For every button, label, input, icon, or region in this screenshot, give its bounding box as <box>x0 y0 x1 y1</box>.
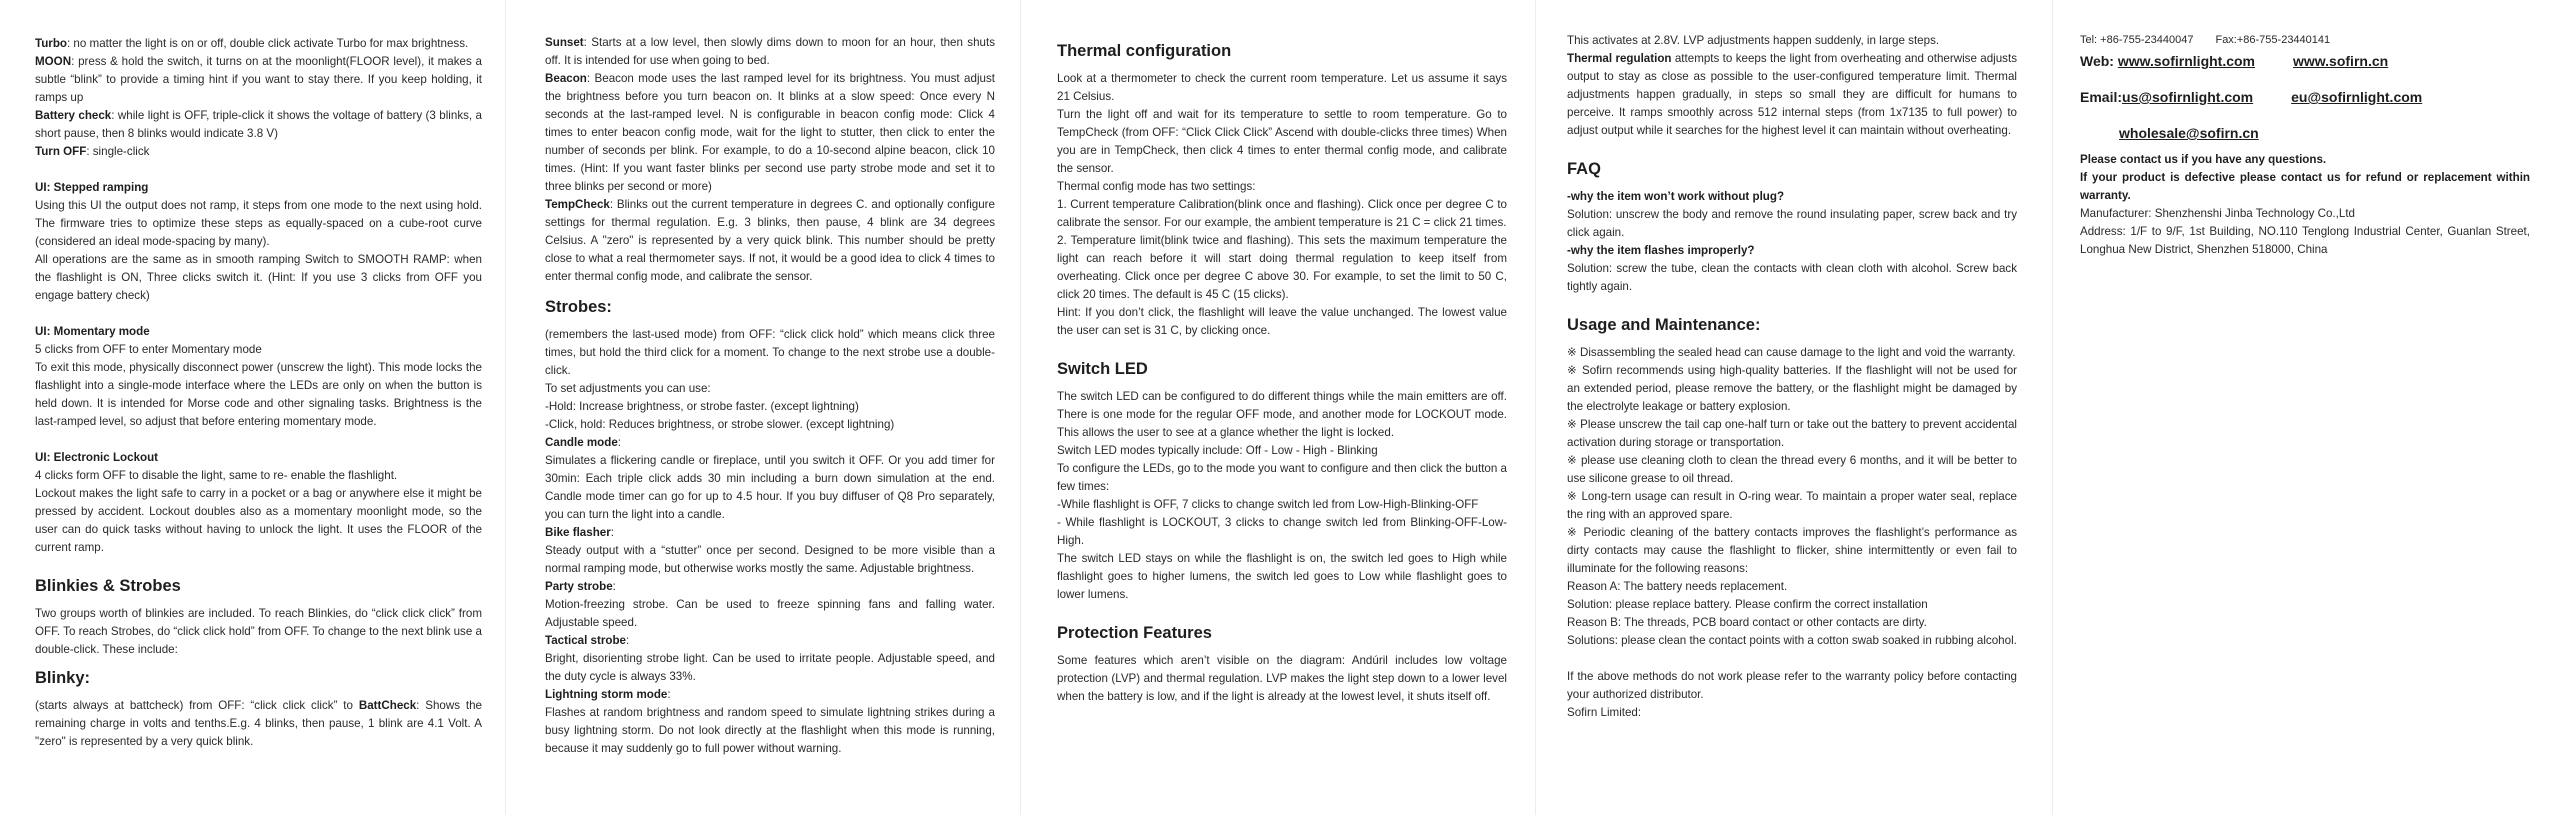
usage-item: ※ Disassembling the sealed head can cause damage to the light and void the warranty. <box>1567 346 2016 359</box>
usage-item: ※ Please unscrew the tail cap one-half turn or take out the battery to prevent accidental activation during storage or transportation. <box>1567 418 2017 449</box>
web-link[interactable]: www.sofirnlight.com <box>2117 53 2256 69</box>
switch-led-text: - While flashlight is LOCKOUT, 3 clicks to change switch led from Blinking-OFF-Low-High. <box>1057 516 1507 547</box>
strobes-text: -Click, hold: Reduces brightness, or strobe slower. (except lightning) <box>545 418 895 431</box>
web-line: Web: www.sofirnlight.com www.sofirn.cn <box>2080 53 2389 69</box>
momentary-mode-text: To exit this mode, physically disconnect power (unscrew the light). This mode locks the flashlight into a single-mode interface where the LEDs are only on when the button is held down. It is intended for Morse code and other signaling tasks. Brightness is the last-ramped level, so adjust that before entering momentary mode. <box>35 361 482 428</box>
column-3 <box>1057 0 1507 815</box>
bike-flasher-text: Steady output with a “stutter” once per second. Designed to be more visible than a normal ramping mode, but otherwise works mostly the same. Adjustable brightness. <box>545 544 995 575</box>
thermal-text: Thermal config mode has two settings: <box>1057 180 1256 193</box>
switch-led-text: -While flashlight is OFF, 7 clicks to change switch led from Low-High-Blinking-OFF <box>1057 498 1479 511</box>
tempcheck-paragraph: TempCheck: Blinks out the current temperature in degrees C. and optionally configure settings for thermal regulation. E.g. 3 blinks, then pause, 4 blink are 34 degrees Celsius. A "zero" is represented by a very quick blink. This number should be pretty close to what a real thermometer says. If not, it would be a good idea to click 4 times to enter thermal config mode, and calibrate the sensor. <box>545 198 995 283</box>
email-link[interactable]: us@sofirnlight.com <box>2122 89 2254 105</box>
usage-item: ※ Sofirn recommends using high-quality batteries. If the flashlight will not be used for an extended period, please remove the battery, or the flashlight might be damaged by the electrolyte leakage or battery explosion. <box>1567 364 2018 413</box>
column-4 <box>1567 0 2017 815</box>
strobes-heading: Strobes: <box>545 298 612 316</box>
thermal-text: 2. Temperature limit(blink twice and flashing). This sets the maximum temperature the light can reach before it will start doing thermal regulation to keep itself from overheating. Click once per degree C above 30. For example, to set the limit to 50 C, click 20 times. The default is 45 C (15 clicks). <box>1057 234 1507 301</box>
page-fold <box>505 0 506 815</box>
phone-number: Tel: +86-755-23440047 <box>2080 34 2194 46</box>
column-2 <box>545 0 995 815</box>
blinky-heading: Blinky: <box>35 669 91 687</box>
thermal-text: Hint: If you don’t click, the flashlight will leave the value unchanged. The lowest value the user can set is 31 C, by clicking once. <box>1057 306 1507 337</box>
thermal-text: 1. Current temperature Calibration(blink once and flashing). Click once per degree C to calibrate the sensor. For our example, the ambient temperature is 21 C = click 21 times. <box>1057 198 1507 229</box>
column-1 <box>35 0 482 815</box>
solution-b: Solutions: please clean the contact points with a cotton swab soaked in rubbing alcohol. <box>1567 634 2017 647</box>
moon-paragraph: MOON: press & hold the switch, it turns on at the moonlight(FLOOR level), it makes a subtle “blink” to provide a timing hint if you want to stay there. If you keep holding, it ramps up <box>35 55 482 104</box>
battcheck-paragraph: (starts always at battcheck) from OFF: “click click click” to BattCheck: Shows the remaining charge in volts and tenths.E.g. 4 blinks, then pause, 1 blink are 4.1 Volt. A "zero" is represented by a very quick blink. <box>35 699 482 748</box>
candle-mode-label: Candle mode: <box>545 436 622 449</box>
thermal-text: Look at a thermometer to check the current room temperature. Let us assume it says 21 Celsius. <box>1057 72 1507 103</box>
momentary-mode-heading: UI: Momentary mode <box>35 325 150 338</box>
column-5 <box>2080 0 2530 815</box>
beacon-paragraph: Beacon: Beacon mode uses the last ramped level for its brightness. You must adjust the brightness before you turn beacon on. It blinks at a slow speed: Once every N seconds at the last-ramped level. N is configurable in beacon config mode: Click 4 times to enter beacon config mode, wait for the light to stutter, then click to enter the number of seconds per blink. For example, to do a 10-second alpine beacon, click 10 times. (Hint: If you want faster blinks per second use party strobe mode and set it to three blinks per second or more) <box>545 72 995 193</box>
reference-mark-icon: ※ <box>1567 418 1577 431</box>
faq-answer: Solution: screw the tube, clean the contacts with clean cloth with alcohol. Screw back tightly again. <box>1567 262 2017 293</box>
tactical-strobe-text: Bright, disorienting strobe light. Can be used to irritate people. Adjustable speed, and the duty cycle is always 33%. <box>545 652 995 683</box>
party-strobe-label: Party strobe: <box>545 580 616 593</box>
strobes-text: To set adjustments you can use: <box>545 382 711 395</box>
strobes-text: (remembers the last-used mode) from OFF: “click click hold” which means click three times, but hold the third click for a moment. To change to the next strobe use a double-click. <box>545 328 995 377</box>
battery-check-paragraph: Battery check: while light is OFF, triple-click it shows the voltage of battery (3 blinks, a short pause, then 8 blinks would indicate 3.8 V) <box>35 109 482 140</box>
tactical-strobe-label: Tactical strobe: <box>545 634 630 647</box>
reference-mark-icon: ※ <box>1567 454 1578 467</box>
wholesale-line <box>2080 115 2530 151</box>
web-link[interactable]: www.sofirn.cn <box>2293 53 2389 69</box>
faq-heading: FAQ <box>1567 160 1601 178</box>
reason-a: Reason A: The battery needs replacement. <box>1567 580 1788 593</box>
switch-led-text: Switch LED modes typically include: Off - Low - High - Blinking <box>1057 444 1378 457</box>
defective-note: If your product is defective please contact us for refund or replacement within warranty. <box>2080 171 2530 202</box>
thermal-regulation-paragraph: Thermal regulation attempts to keeps the light from overheating and otherwise adjusts output to stay as close as possible to the user-configured temperature limit. Thermal adjustments happen gradually, in steps so small they are difficult for humans to perceive. It ramps smoothly across 512 internal steps (from 1x7135 to full power) to adjust output while it searches for the highest level it can maintain without overheating. <box>1567 52 2017 137</box>
email-link[interactable]: wholesale@sofirn.cn <box>2119 125 2259 141</box>
stepped-ramping-heading: UI: Stepped ramping <box>35 181 149 194</box>
email-line: Email:us@sofirnlight.com eu@sofirnlight.com <box>2080 89 2423 105</box>
electronic-lockout-text: Lockout makes the light safe to carry in a pocket or a bag or anywhere else it might be pressed by accident. Lockout doubles also as a momentary moonlight mode, so the user can do quick tasks without having to unlock the light. It uses the FLOOR of the current ramp. <box>35 487 482 554</box>
reference-mark-icon: ※ <box>1567 364 1578 377</box>
sunset-paragraph: Sunset: Starts at a low level, then slowly dims down to moon for an hour, then shuts off. It is intended for use when going to bed. <box>545 36 995 67</box>
protection-features-heading: Protection Features <box>1057 624 1212 642</box>
email-link[interactable]: eu@sofirnlight.com <box>2291 89 2423 105</box>
thermal-configuration-heading: Thermal configuration <box>1057 42 1232 60</box>
party-strobe-text: Motion-freezing strobe. Can be used to freeze spinning fans and falling water. Adjustable speed. <box>545 598 995 629</box>
strobes-text: -Hold: Increase brightness, or strobe faster. (except lightning) <box>545 400 859 413</box>
lvp-text: This activates at 2.8V. LVP adjustments happen suddenly, in large steps. <box>1567 34 1940 47</box>
page-fold <box>2052 0 2053 815</box>
switch-led-text: To configure the LEDs, go to the mode you want to configure and then click the button a few times: <box>1057 462 1507 493</box>
manufacturer: Manufacturer: Shenzhenshi Jinba Technology Co.,Ltd <box>2080 207 2355 220</box>
faq-answer: Solution: unscrew the body and remove the round insulating paper, screw back and try click again. <box>1567 208 2017 239</box>
lightning-storm-text: Flashes at random brightness and random speed to simulate lightning strikes during a busy lightning storm. Do not look directly at the flashlight when this mode is running, because it may suddenly go to full power without warning. <box>545 706 995 755</box>
electronic-lockout-heading: UI: Electronic Lockout <box>35 451 159 464</box>
stepped-ramping-text: Using this UI the output does not ramp, it steps from one mode to the next using hold. The firmware tries to optimize these steps as equally-spaced on a cube-root curve (considered an ideal mode-spacing by many). <box>35 199 482 248</box>
lightning-storm-label: Lightning storm mode: <box>545 688 671 701</box>
usage-item: ※ please use cleaning cloth to clean the thread every 6 months, and it will be better to use silicone grease to oil thread. <box>1567 454 2017 485</box>
switch-led-text: The switch LED stays on while the flashlight is on, the switch led goes to High while flashlight goes to higher lumens, the switch led goes to Low while flashlight goes to lower lumens. <box>1057 552 1507 601</box>
usage-item: ※ Long-tern usage can result in O-ring wear. To maintain a proper water seal, replace the ring with an approved spare. <box>1567 490 2017 521</box>
candle-mode-text: Simulates a flickering candle or fireplace, until you switch it OFF. Or you add timer for 30min: Each triple click adds 30 min including a burn down simulation at the end. Candle mode timer can go for up to 4.5 hour. If you buy diffuser of Q8 Pro separately, you can turn the light into a candle. <box>545 454 995 521</box>
page-fold <box>1020 0 1021 815</box>
solution-a: Solution: please replace battery. Please confirm the correct installation <box>1567 598 1928 611</box>
blinkies-text: Two groups worth of blinkies are included. To reach Blinkies, do “click click click” from OFF. To reach Strobes, do “click click hold” from OFF. To change to the next blink use a double-click. These include: <box>35 607 482 656</box>
thermal-text: Turn the light off and wait for its temperature to settle to room temperature. Go to TempCheck (from OFF: “Click Click Click” Ascend with double-clicks three times) When you are in TempCheck, then click 4 times to enter thermal config mode, and calibrate the sensor. <box>1057 108 1507 175</box>
warranty-text: If the above methods do not work please refer to the warranty policy before contacting your authorized distributor. <box>1567 670 2017 701</box>
switch-led-text: The switch LED can be configured to do different things while the main emitters are off. There is one mode for the regular OFF mode, and another mode for LOCKOUT mode. This allows the user to see at a glance whether the light is locked. <box>1057 390 1507 439</box>
reason-b: Reason B: The threads, PCB board contact or other contacts are dirty. <box>1567 616 1927 629</box>
usage-item: ※ Periodic cleaning of the battery contacts improves the flashlight’s performance as dirty contacts may cause the flashlight to flicker, shine intermittently or even fail to illuminate for the following reasons: <box>1567 526 2017 575</box>
blinkies-strobes-heading: Blinkies & Strobes <box>35 577 181 595</box>
contact-note: Please contact us if you have any questions. <box>2080 153 2327 166</box>
stepped-ramping-text: All operations are the same as in smooth ramping Switch to SMOOTH RAMP: when the flashlight is ON, Three clicks switch it. (Hint: If you use 3 clicks from OFF you engage battery check) <box>35 253 482 302</box>
protection-text: Some features which aren’t visible on the diagram: Andúril includes low voltage protection (LVP) and thermal regulation. LVP makes the light step down to a lower level when the battery is low, and if the light is already at the lowest level, it shuts itself off. <box>1057 654 1507 703</box>
address: Address: 1/F to 9/F, 1st Building, NO.110 Tenglong Industrial Center, Guanlan Street, Longhua New District, Shenzhen 518000, China <box>2080 225 2530 256</box>
faq-question: -why the item won’t work without plug? <box>1567 190 1785 203</box>
momentary-mode-text: 5 clicks from OFF to enter Momentary mode <box>35 343 262 356</box>
reference-mark-icon: ※ <box>1567 346 1577 359</box>
company-name: Sofirn Limited: <box>1567 706 1642 719</box>
switch-led-heading: Switch LED <box>1057 360 1148 378</box>
reference-mark-icon: ※ <box>1567 490 1578 503</box>
turbo-paragraph: Turbo: no matter the light is on or off, double click activate Turbo for max brightness. <box>35 37 469 50</box>
fax-number: Fax:+86-755-23440141 <box>2215 34 2331 46</box>
electronic-lockout-text: 4 clicks form OFF to disable the light, same to re- enable the flashlight. <box>35 469 398 482</box>
turn-off-paragraph: Turn OFF: single-click <box>35 145 150 158</box>
bike-flasher-label: Bike flasher: <box>545 526 614 539</box>
faq-question: -why the item flashes improperly? <box>1567 244 1755 257</box>
reference-mark-icon: ※ <box>1567 526 1579 539</box>
page-fold <box>1535 0 1536 815</box>
usage-maintenance-heading: Usage and Maintenance: <box>1567 316 1761 334</box>
